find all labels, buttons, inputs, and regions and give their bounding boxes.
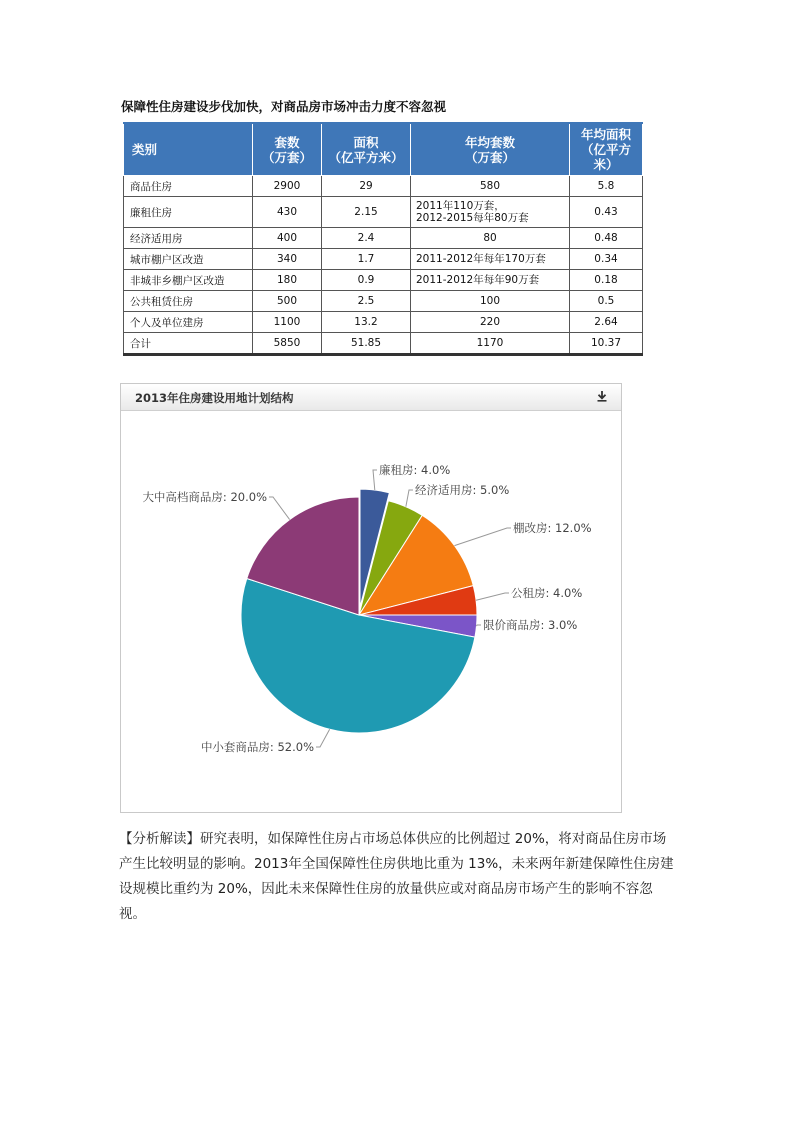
table-row [124, 291, 643, 312]
cell-annual-area: 2.64 [570, 312, 643, 333]
cell-annual-units-line2: 2012-2015每年80万套 [416, 212, 529, 224]
table-row [124, 176, 643, 197]
cell-units: 430 [253, 197, 322, 228]
table-row [124, 312, 643, 333]
cell-annual-area: 10.37 [570, 333, 643, 355]
slice-connector [316, 729, 330, 747]
cell-area: 51.85 [322, 333, 411, 355]
cell-category: 城市棚户区改造 [124, 249, 253, 270]
pie-chart-panel [120, 383, 622, 813]
slice-connector [373, 470, 377, 490]
table-row-total [124, 333, 643, 355]
cell-units: 400 [253, 228, 322, 249]
header-annual-area-line2: （亿平方米） [580, 142, 631, 172]
cell-annual-area: 5.8 [570, 176, 643, 197]
article-heading: 保障性住房建设步伐加快，对商品房市场冲击力度不容忽视 [121, 99, 447, 114]
slice-label: 公租房: 4.0% [511, 586, 583, 600]
cell-area: 0.9 [322, 270, 411, 291]
slice-connector [454, 528, 511, 546]
cell-units: 5850 [253, 333, 322, 355]
header-annual-area [570, 123, 643, 176]
slice-connector [406, 490, 413, 507]
slice-label: 经济适用房: 5.0% [415, 483, 510, 497]
table-row [124, 270, 643, 291]
cell-annual-area: 0.43 [570, 197, 643, 228]
cell-annual-units: 2011-2012年每年170万套 [411, 249, 570, 270]
cell-units: 500 [253, 291, 322, 312]
header-category-label: 类别 [132, 142, 158, 157]
cell-units: 1100 [253, 312, 322, 333]
cell-category: 公共租赁住房 [124, 291, 253, 312]
cell-annual-units: 100 [411, 291, 570, 312]
header-area-line2: （亿平方米） [328, 149, 404, 165]
cell-annual-units [411, 197, 570, 228]
cell-category: 经济适用房 [124, 228, 253, 249]
cell-annual-area: 0.34 [570, 249, 643, 270]
table-row [124, 249, 643, 270]
cell-category: 商品住房 [124, 176, 253, 197]
cell-annual-units: 2011-2012年每年90万套 [411, 270, 570, 291]
header-units [253, 123, 322, 176]
analysis-paragraph: 【分析解读】研究表明，如保障性住房占市场总体供应的比例超过 20%，将对商品住房市场产生比较明显的影响。2013年全国保障性住房供地比重为 13%，未来两年新建保障性住房建设规模比重约为 20%，因此未来保障性住房的放量供应或对商品房市场产生的影响不容忽视。 [119, 831, 674, 922]
header-annual-units [411, 123, 570, 176]
cell-category: 廉租住房 [124, 197, 253, 228]
cell-annual-units: 80 [411, 228, 570, 249]
slice-connector [476, 593, 509, 600]
pie-chart [121, 384, 621, 812]
housing-data-table [123, 122, 643, 356]
header-annual-units-line2: （万套） [464, 149, 515, 165]
header-annual-area-line1: 年均面积 [580, 127, 631, 142]
cell-units: 340 [253, 249, 322, 270]
header-area-line1: 面积 [353, 134, 379, 150]
cell-annual-units: 1170 [411, 333, 570, 355]
cell-annual-area: 0.5 [570, 291, 643, 312]
chart-title: 2013年住房建设用地计划结构 [135, 391, 294, 405]
slice-connector [269, 497, 290, 520]
slice-label: 廉租房: 4.0% [379, 463, 451, 477]
cell-category: 非城非乡棚户区改造 [124, 270, 253, 291]
header-area [322, 123, 411, 176]
slice-label: 中小套商品房: 52.0% [200, 740, 314, 754]
slice-connector [476, 625, 481, 626]
cell-area: 1.7 [322, 249, 411, 270]
cell-annual-units: 580 [411, 176, 570, 197]
cell-area: 2.5 [322, 291, 411, 312]
slice-label: 大中高档商品房: 20.0% [142, 490, 267, 504]
header-units-line1: 套数 [274, 134, 300, 150]
cell-area: 29 [322, 176, 411, 197]
cell-category: 个人及单位建房 [124, 312, 253, 333]
slice-label: 棚改房: 12.0% [513, 521, 592, 535]
cell-category: 合计 [124, 333, 253, 355]
cell-annual-area: 0.48 [570, 228, 643, 249]
cell-annual-units-line1: 2011年110万套， [416, 200, 505, 212]
cell-annual-units: 220 [411, 312, 570, 333]
cell-units: 2900 [253, 176, 322, 197]
cell-area: 13.2 [322, 312, 411, 333]
cell-area: 2.4 [322, 228, 411, 249]
header-units-line2: （万套） [261, 149, 312, 165]
table-row [124, 228, 643, 249]
header-annual-units-line1: 年均套数 [464, 134, 515, 150]
cell-units: 180 [253, 270, 322, 291]
slice-label: 限价商品房: 3.0% [483, 618, 578, 632]
cell-annual-area: 0.18 [570, 270, 643, 291]
cell-area: 2.15 [322, 197, 411, 228]
header-category [124, 123, 253, 176]
table-header-row [124, 123, 643, 176]
table-row [124, 197, 643, 228]
